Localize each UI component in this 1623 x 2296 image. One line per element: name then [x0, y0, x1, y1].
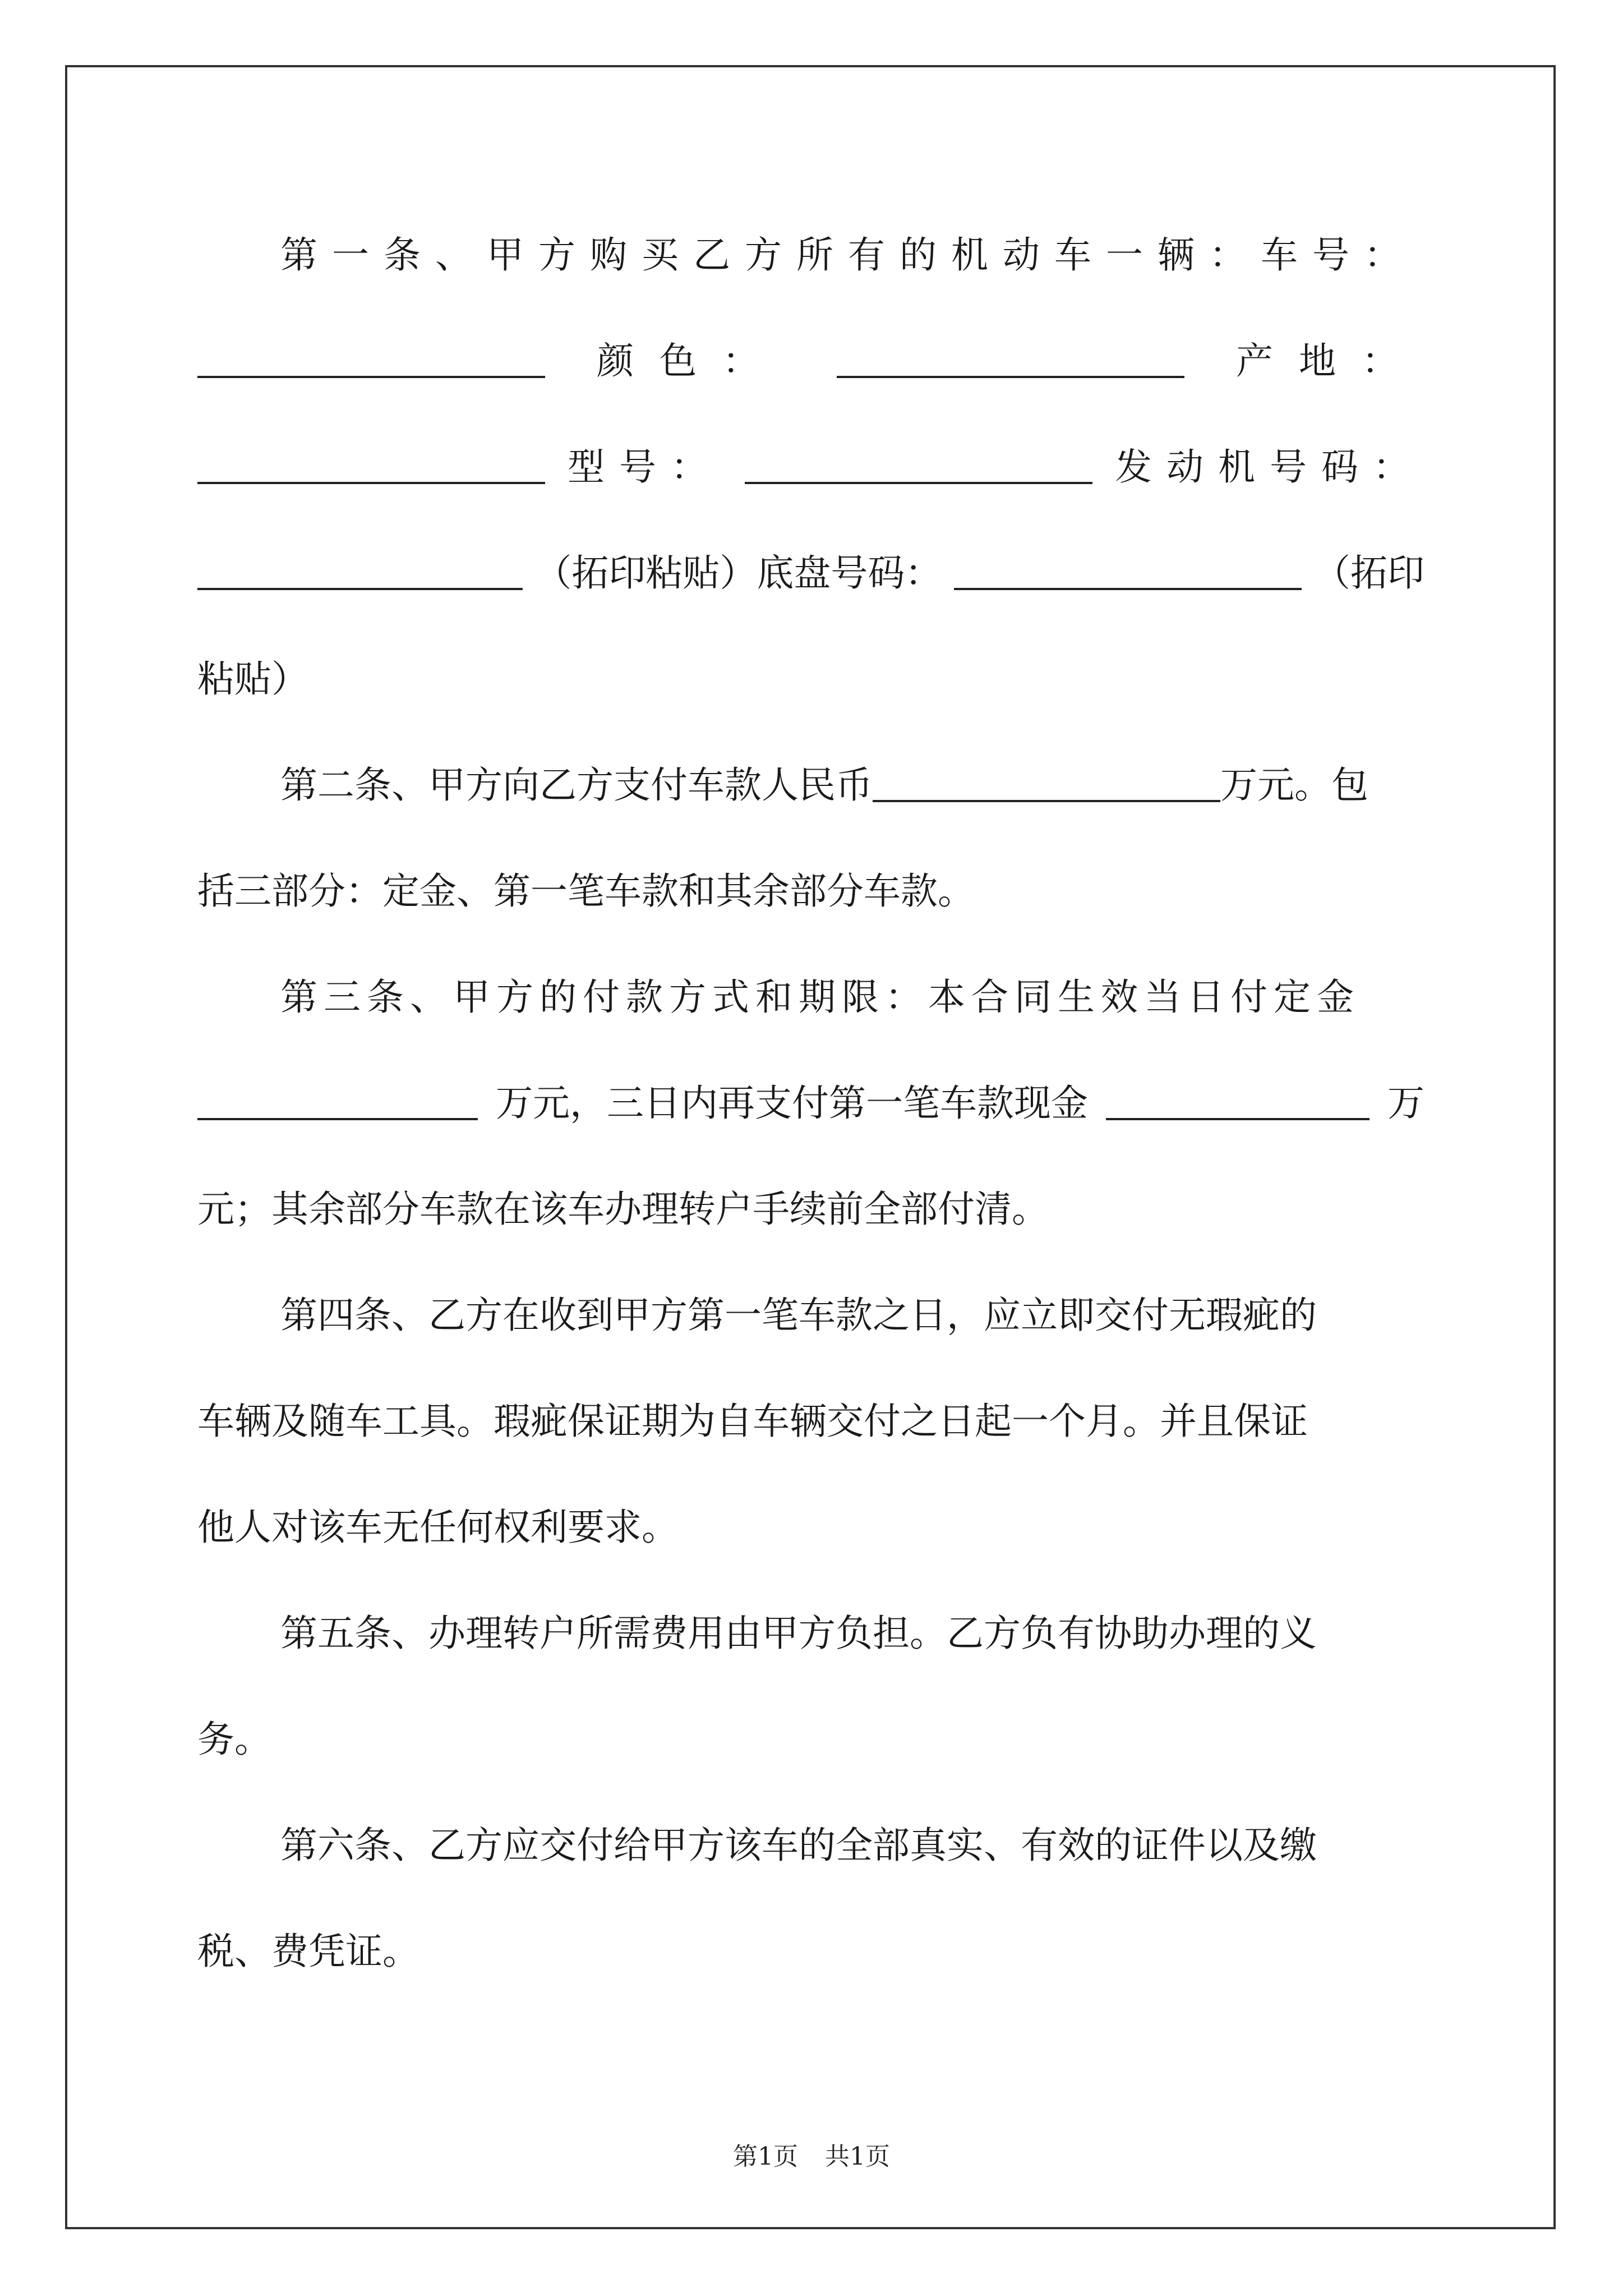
- rubbing-paste-chassis-label: （拓印粘贴）底盘号码：: [534, 551, 942, 595]
- article-4-text-1: 第四条、乙方在收到甲方第一笔车款之日，应立即交付无瑕疵的: [280, 1294, 1317, 1337]
- article-3-line-1: [197, 944, 1424, 1050]
- article-6-text-2: 税、费凭证。: [197, 1930, 419, 1973]
- color-label: 颜色：: [597, 339, 785, 383]
- origin-label: 产地：: [1236, 339, 1424, 383]
- article-2-text-2: 括三部分：定金、第一笔车款和其余部分车款。: [197, 869, 975, 913]
- plate-number-blank[interactable]: [197, 376, 545, 378]
- model-label: 型号：: [568, 445, 722, 489]
- page-number-current: 第1页: [733, 2142, 798, 2171]
- article-1-line-5: [197, 626, 1424, 732]
- page-footer: [0, 2136, 1623, 2172]
- origin-blank[interactable]: [197, 482, 545, 484]
- article-1-line-3: [197, 414, 1424, 520]
- article-4-text-2: 车辆及随车工具。瑕疵保证期为自车辆交付之日起一个月。并且保证: [197, 1400, 1308, 1443]
- article-4-line-1: [197, 1262, 1424, 1368]
- article-1-line-1: [197, 202, 1424, 308]
- article-1-line-4: [197, 520, 1424, 626]
- article-4-text-3: 他人对该车无任何权利要求。: [197, 1506, 679, 1549]
- article-3-line-2: [197, 1050, 1424, 1156]
- page-number-total: 共1页: [825, 2142, 890, 2171]
- article-6-line-2: [197, 1898, 1424, 2004]
- article-5-line-2: [197, 1686, 1424, 1792]
- first-payment-blank[interactable]: [1106, 1118, 1370, 1120]
- model-blank[interactable]: [745, 482, 1092, 484]
- article-5-line-1: [197, 1580, 1424, 1686]
- article-2-line-2: [197, 838, 1424, 944]
- chassis-number-blank[interactable]: [954, 588, 1302, 590]
- article-3-line-3: [197, 1156, 1424, 1262]
- engine-number-blank[interactable]: [197, 588, 523, 590]
- color-blank[interactable]: [837, 376, 1184, 378]
- contract-body: [197, 202, 1424, 2004]
- article-1-intro: 第一条、甲方购买乙方所有的机动车一辆：车号：: [280, 233, 1415, 277]
- article-5-text-1: 第五条、办理转户所需费用由甲方负担。乙方负有协助办理的义: [280, 1612, 1317, 1655]
- article-3-text-3: 元；其余部分车款在该车办理转户手续前全部付清。: [197, 1188, 1049, 1231]
- deposit-blank[interactable]: [197, 1118, 478, 1120]
- article-2-text-start: 第二条、甲方向乙方支付车款人民币: [280, 763, 873, 807]
- article-3-text-2-end: 万: [1387, 1082, 1424, 1125]
- engine-number-label: 发动机号码：: [1115, 445, 1424, 489]
- total-price-blank[interactable]: [873, 800, 1220, 802]
- rubbing-paste-end: 粘贴）: [197, 657, 308, 701]
- rubbing-paste-start: （拓印: [1313, 551, 1424, 595]
- article-4-line-2: [197, 1368, 1424, 1474]
- article-3-text-1: 第三条、甲方的付款方式和期限：本合同生效当日付定金: [280, 976, 1360, 1019]
- article-1-line-2: [197, 308, 1424, 414]
- article-2-text-end: 万元。包: [1220, 763, 1368, 807]
- article-3-text-2: 万元，三日内再支付第一笔车款现金: [496, 1082, 1088, 1125]
- article-6-text-1: 第六条、乙方应交付给甲方该车的全部真实、有效的证件以及缴: [280, 1824, 1317, 1867]
- article-6-line-1: [197, 1792, 1424, 1898]
- article-2-line-1: [197, 732, 1424, 838]
- article-5-text-2: 务。: [197, 1718, 271, 1761]
- article-4-line-3: [197, 1474, 1424, 1580]
